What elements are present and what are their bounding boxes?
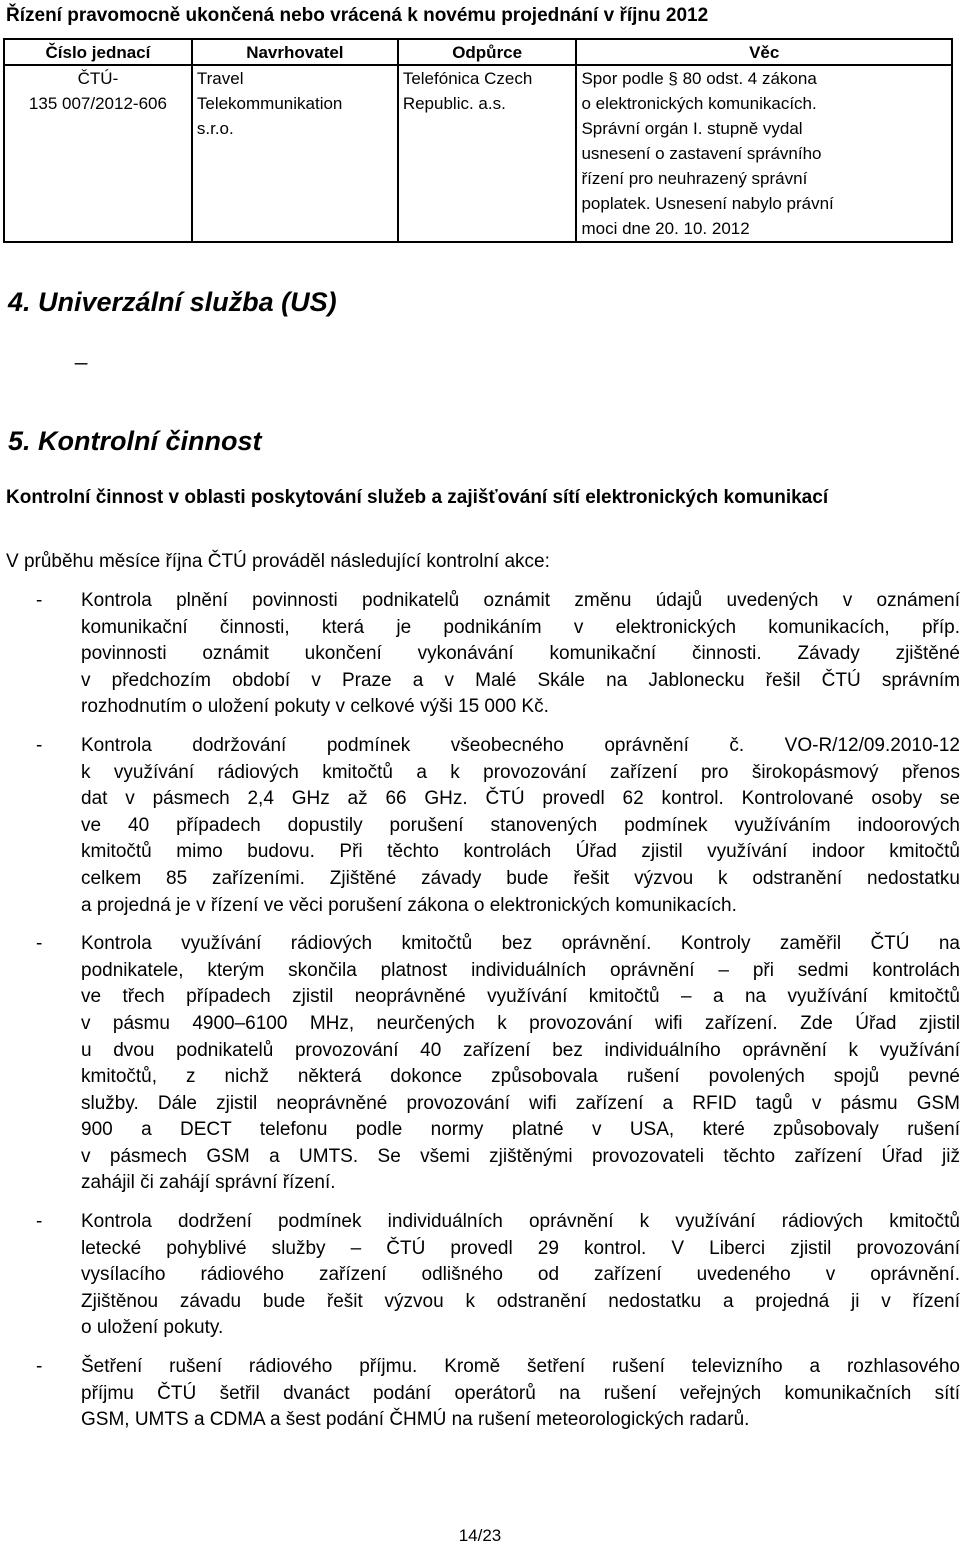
list-bullet: -	[36, 1211, 43, 1233]
list-item-line: o uložení pokuty.	[81, 1317, 224, 1339]
column-header-case-number: Číslo jednací	[4, 39, 192, 65]
list-item	[36, 931, 960, 1197]
list-item-line: 900 a DECT telefonu podle normy platné v USA, které způsobovaly rušení	[81, 1119, 960, 1141]
page-heading: Řízení pravomocně ukončená nebo vrácená k novému projednání v říjnu 2012	[6, 5, 709, 26]
cell-applicant: Travel Telekommunikation s.r.o.	[192, 65, 398, 242]
list-item-line: podnikatele, kterým skončila platnost individuálních oprávnění – při sedmi kontrolách	[81, 959, 960, 981]
list-item-line: povinnosti oznámit ukončení vykonávání komunikační činnosti. Závady zjištěné	[81, 643, 960, 665]
list-item	[36, 1354, 960, 1434]
list-item-line: komunikační činnosti, která je podnikáním v elektronických komunikacích, příp.	[81, 616, 960, 638]
table-row	[4, 65, 952, 242]
list-bullet: -	[36, 1356, 43, 1378]
list-item-line: dat v pásmech 2,4 GHz až 66 GHz. ČTÚ provedl 62 kontrol. Kontrolované osoby se	[81, 788, 960, 810]
list-item-line: Kontrola plnění povinnosti podnikatelů oznámit změnu údajů uvedených v oznámení	[81, 590, 960, 611]
list-item-line: vysílacího rádiového zařízení odlišného od zařízení uvedeného v oprávnění.	[81, 1264, 960, 1286]
list-item-line: ve třech případech zjistil neoprávněné využívání kmitočtů – a na využívání kmitočtů	[81, 986, 960, 1008]
list-item-line: kmitočtů mimo budovu. Při těchto kontrolách Úřad zjistil využívání indoor kmitočtů	[81, 841, 960, 863]
list-item-line: kmitočtů, z nichž některá dokonce způsobovala rušení povolených spojů pevné	[81, 1066, 960, 1088]
list-item	[36, 588, 960, 721]
list-item-line: v pásmech GSM a UMTS. Se všemi zjištěnými provozovateli těchto zařízení Úřad již	[81, 1145, 960, 1167]
list-item-line: v předchozím období v Praze a v Malé Skále na Jablonecku řešil ČTÚ správním	[81, 669, 960, 691]
list-item-line: Kontrola dodržení podmínek individuálních oprávnění k využívání rádiových kmitočtů	[81, 1211, 960, 1233]
list-item-line: celkem 85 zařízeními. Zjištěné závady bude řešit výzvou k odstranění nedostatku	[81, 867, 960, 889]
column-header-matter: Věc	[576, 39, 952, 65]
list-bullet: -	[36, 734, 43, 756]
list-bullet: -	[36, 590, 43, 611]
empty-section-marker: _	[75, 340, 88, 365]
cell-respondent: Telefónica Czech Republic. a.s.	[398, 65, 577, 242]
column-header-respondent: Odpůrce	[398, 39, 577, 65]
list-bullet: -	[36, 933, 43, 955]
list-item-line: k využívání rádiových kmitočtů a k provozování zařízení pro širokopásmový přenos	[81, 761, 960, 783]
page-number: 14/23	[458, 1526, 502, 1545]
list-item-line: u dvou podnikatelů provozování 40 zařízení bez individuálního oprávnění k využívání	[81, 1039, 960, 1061]
list-item	[36, 1209, 960, 1342]
list-item	[36, 733, 960, 919]
list-item-line: Zjištěnou závadu bude řešit výzvou k odstranění nedostatku a projedná ji v řízení	[81, 1290, 960, 1312]
list-item-line: letecké pohyblivé služby – ČTÚ provedl 29 kontrol. V Liberci zjistil provozování	[81, 1237, 960, 1259]
control-actions-list	[36, 588, 960, 1434]
intro-paragraph: V průběhu měsíce října ČTÚ prováděl následující kontrolní akce:	[6, 551, 550, 572]
proceedings-table	[3, 38, 953, 243]
list-item-line: Šetření rušení rádiového příjmu. Kromě šetření rušení televizního a rozhlasového	[81, 1356, 960, 1378]
subsection-heading: Kontrolní činnost v oblasti poskytování služeb a zajišťování sítí elektronických komunikací	[6, 487, 829, 508]
list-item-line: Kontrola využívání rádiových kmitočtů bez oprávnění. Kontroly zaměřil ČTÚ na	[81, 933, 960, 955]
table-header-row	[4, 39, 952, 65]
column-header-applicant: Navrhovatel	[192, 39, 398, 65]
list-item-line: GSM, UMTS a CDMA a šest podání ČHMÚ na rušení meteorologických radarů.	[81, 1409, 750, 1431]
section-heading-control-activity: 5. Kontrolní činnost	[8, 426, 262, 456]
cell-matter: Spor podle § 80 odst. 4 zákona o elektronických komunikacích. Správní orgán I. stupně vydal usnesení o zastavení správního řízení pro neuhrazený správní poplatek. Usnesení nabylo právní moci dne 20. 10. 2012	[576, 65, 952, 242]
list-item-line: rozhodnutím o uložení pokuty v celkové výši 15 000 Kč.	[81, 696, 549, 718]
list-item-line: Kontrola dodržování podmínek všeobecného oprávnění č. VO-R/12/09.2010-12	[81, 734, 960, 756]
section-heading-universal-service: 4. Univerzální služba (US)	[8, 287, 337, 317]
cell-case-number: ČTÚ- 135 007/2012-606	[4, 65, 192, 242]
list-item-line: zahájil či zahájí správní řízení.	[81, 1172, 336, 1194]
list-item-line: ve 40 případech dopustily porušení stanovených podmínek využíváním indoorových	[81, 814, 960, 836]
list-item-line: služby. Dále zjistil neoprávněné provozování wifi zařízení a RFID tagů v pásmu GSM	[81, 1092, 960, 1114]
list-item-line: příjmu ČTÚ šetřil dvanáct podání operátorů na rušení veřejných komunikačních sítí	[81, 1382, 960, 1404]
list-item-line: v pásmu 4900–6100 MHz, neurčených k provozování wifi zařízení. Zde Úřad zjistil	[81, 1012, 960, 1034]
list-item-line: a projedná je v řízení ve věci porušení zákona o elektronických komunikacích.	[81, 894, 737, 916]
